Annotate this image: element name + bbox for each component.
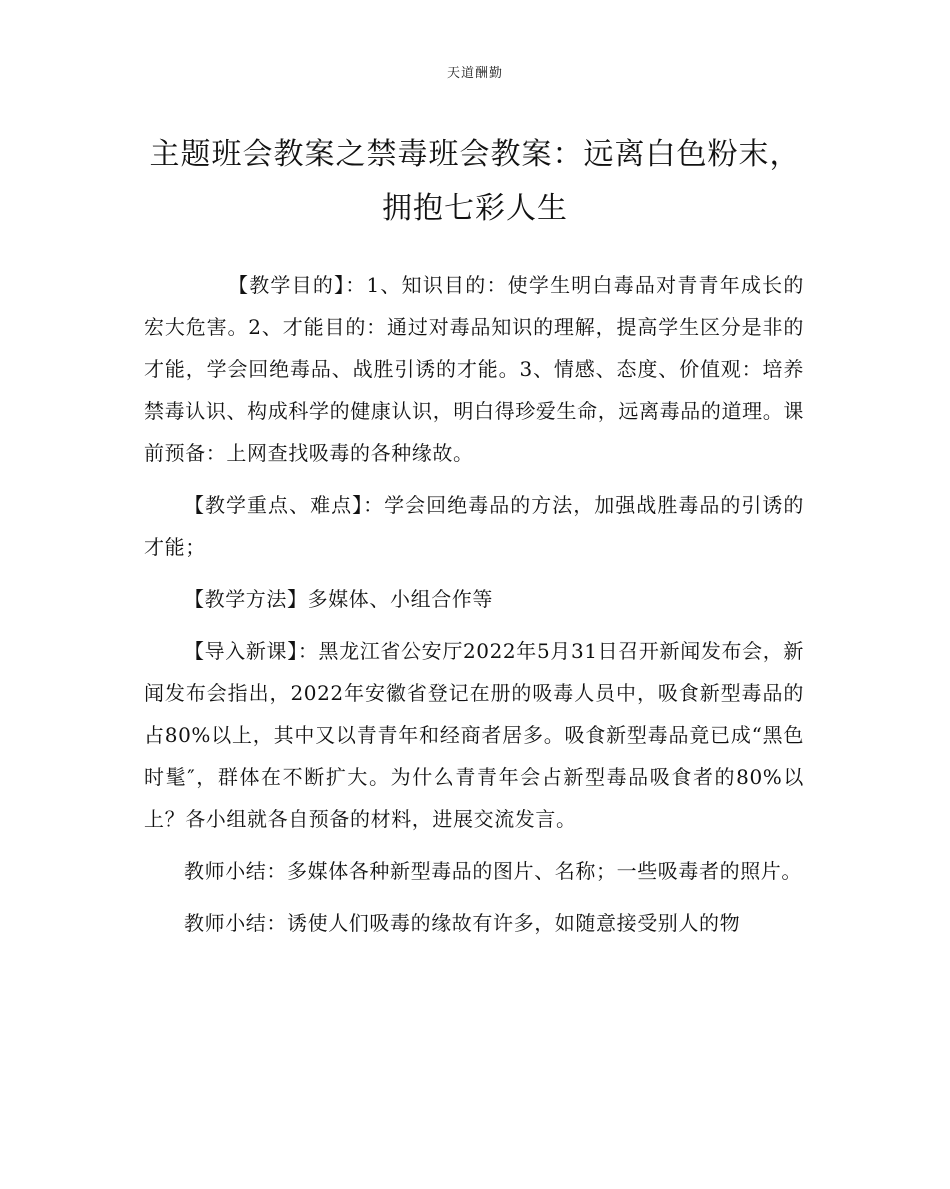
paragraph-teacher-summary-2: 教师小结：诱使人们吸毒的缘故有许多，如随意接受别人的物 bbox=[184, 911, 741, 935]
paragraph-teaching-methods: 【教学方法】多媒体、小组合作等 bbox=[184, 587, 493, 611]
document-body bbox=[144, 264, 804, 944]
paragraph-teaching-objectives: 【教学目的】：1、知识目的：使学生明白毒品对青青年成长的宏大危害。2、才能目的：通过对毒品知识的理解，提高学生区分是非的才能，学会回绝毒品、战胜引诱的才能。3、情感、态度、价值观：培养禁毒认识、构成科学的健康认识，明白得珍爱生命，远离毒品的道理。课前预备：上网查找吸毒的各种缘故。 bbox=[144, 273, 804, 465]
paragraph-teacher-summary-1: 教师小结：多媒体各种新型毒品的图片、名称；一些吸毒者的照片。 bbox=[184, 859, 802, 883]
document-title: 主题班会教案之禁毒班会教案：远离白色粉末，拥抱七彩人生 bbox=[149, 137, 801, 226]
paragraph-introduction: 【导入新课】：黑龙江省公安厅2022年5月31日召开新闻发布会，新闻发布会指出，2022年安徽省登记在册的吸毒人员中，吸食新型毒品的占80%以上，其中又以青青年和经商者居多。吸食新型毒品竟已成“黑色时髦″，群体在不断扩大。为什么青青年会占新型毒品吸食者的80%以上？各小组就各自预备的材料，进展交流发言。 bbox=[144, 639, 804, 831]
page-header: 天道酬勤 bbox=[446, 66, 503, 81]
paragraph-key-points: 【教学重点、难点】：学会回绝毒品的方法，加强战胜毒品的引诱的才能； bbox=[144, 493, 804, 559]
